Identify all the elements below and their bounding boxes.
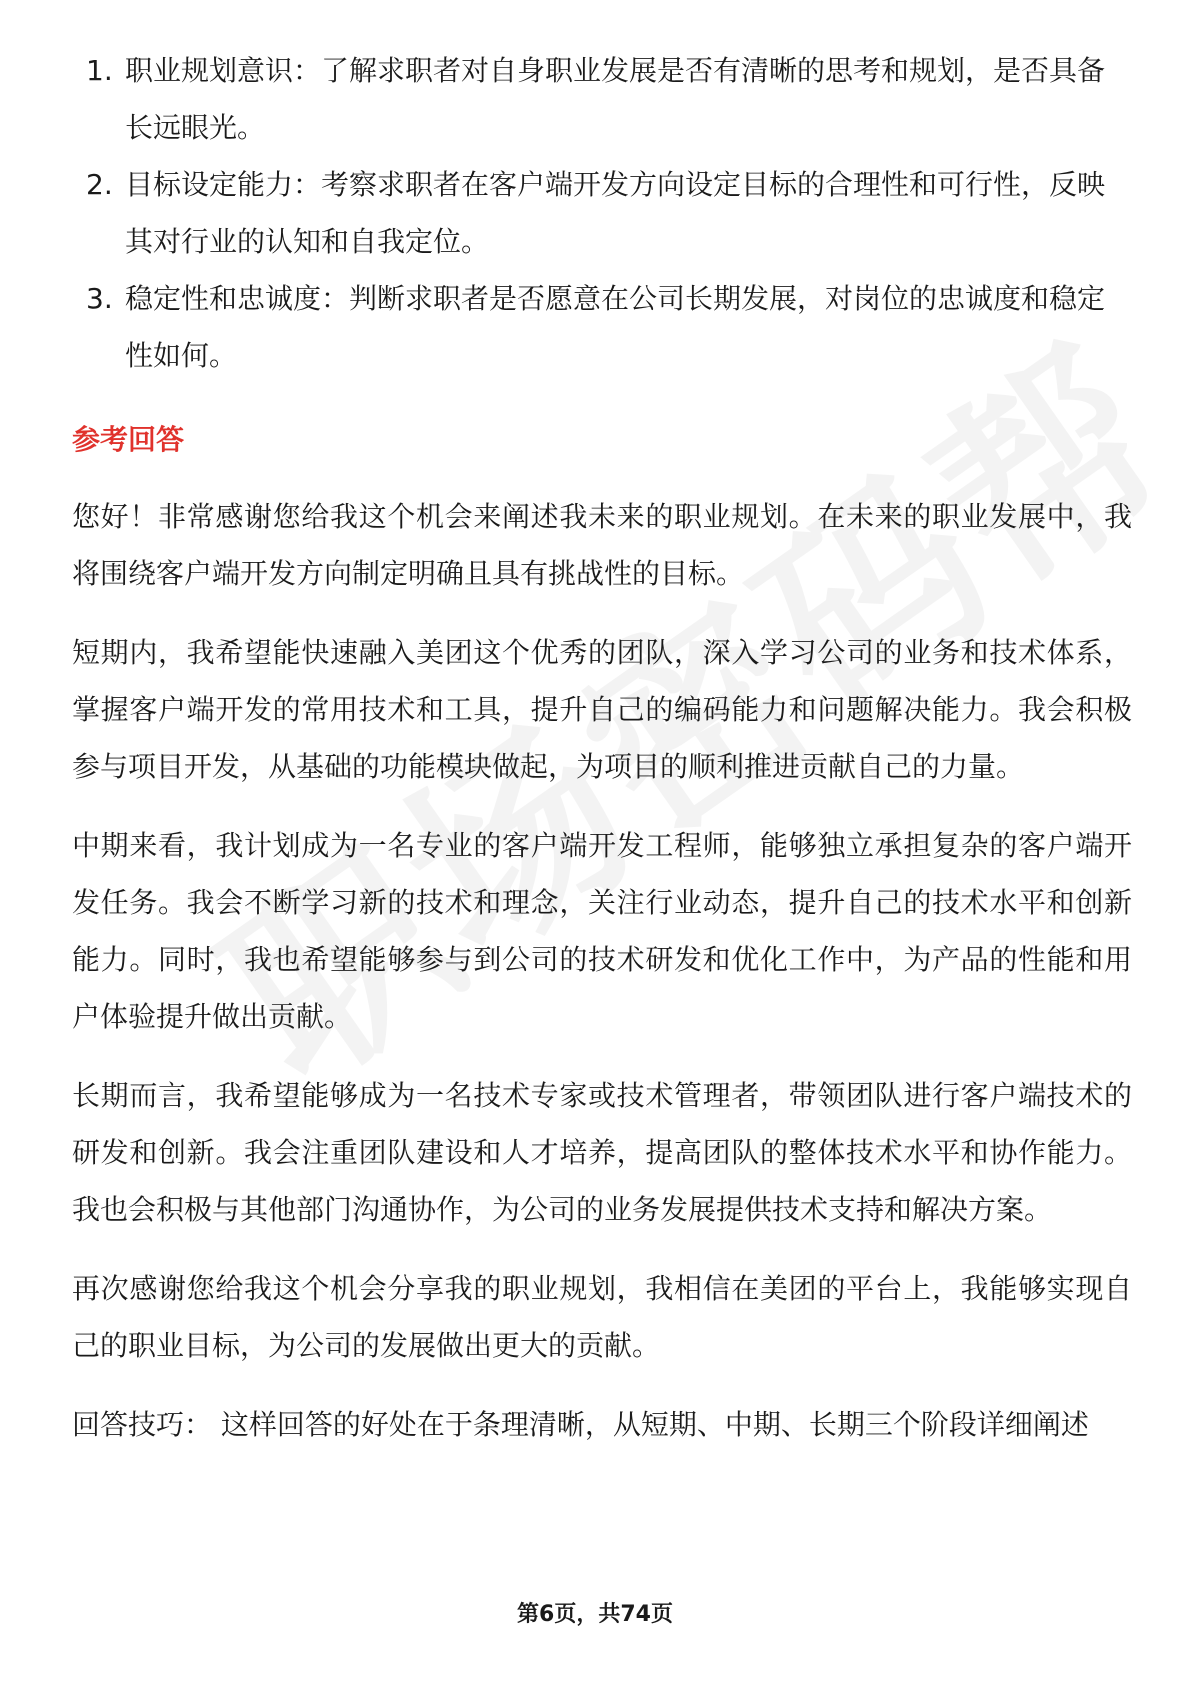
list-item: [72, 156, 1132, 270]
answer-heading: 参考回答: [72, 423, 185, 456]
list-item-number: 2.: [86, 168, 113, 201]
list-item-text: 稳定性和忠诚度：判断求职者是否愿意在公司长期发展，对岗位的忠诚度和稳定性如何。: [125, 282, 1106, 372]
paragraph: 您好！非常感谢您给我这个机会来阐述我未来的职业规划。在未来的职业发展中，我将围绕客户端开发方向制定明确且具有挑战性的目标。: [72, 500, 1132, 590]
list-item-text: 职业规划意识：了解求职者对自身职业发展是否有清晰的思考和规划，是否具备长远眼光。: [125, 54, 1106, 144]
paragraph: 回答技巧： 这样回答的好处在于条理清晰，从短期、中期、长期三个阶段详细阐述: [72, 1408, 1089, 1441]
list-item-number: 1.: [86, 54, 113, 87]
list-item: [72, 42, 1132, 156]
paragraph: 短期内，我希望能快速融入美团这个优秀的团队，深入学习公司的业务和技术体系，掌握客户端开发的常用技术和工具，提升自己的编码能力和问题解决能力。我会积极参与项目开发，从基础的功能模块做起，为项目的顺利推进贡献自己的力量。: [72, 636, 1132, 783]
paragraph: 再次感谢您给我这个机会分享我的职业规划，我相信在美团的平台上，我能够实现自己的职业目标，为公司的发展做出更大的贡献。: [72, 1272, 1132, 1362]
list-item-number: 3.: [86, 282, 113, 315]
page-content: [72, 42, 1132, 1453]
page-number-footer: 第6页，共74页: [517, 1602, 673, 1627]
list-item: [72, 270, 1132, 384]
criteria-list: [72, 42, 1132, 384]
list-item-text: 目标设定能力：考察求职者在客户端开发方向设定目标的合理性和可行性，反映其对行业的认知和自我定位。: [125, 168, 1106, 258]
paragraph: 长期而言，我希望能够成为一名技术专家或技术管理者，带领团队进行客户端技术的研发和创新。我会注重团队建设和人才培养，提高团队的整体技术水平和协作能力。我也会积极与其他部门沟通协作，为公司的业务发展提供技术支持和解决方案。: [72, 1079, 1132, 1226]
paragraph: 中期来看，我计划成为一名专业的客户端开发工程师，能够独立承担复杂的客户端开发任务。我会不断学习新的技术和理念，关注行业动态，提升自己的技术水平和创新能力。同时，我也希望能够参与到公司的技术研发和优化工作中，为产品的性能和用户体验提升做出贡献。: [72, 829, 1132, 1033]
